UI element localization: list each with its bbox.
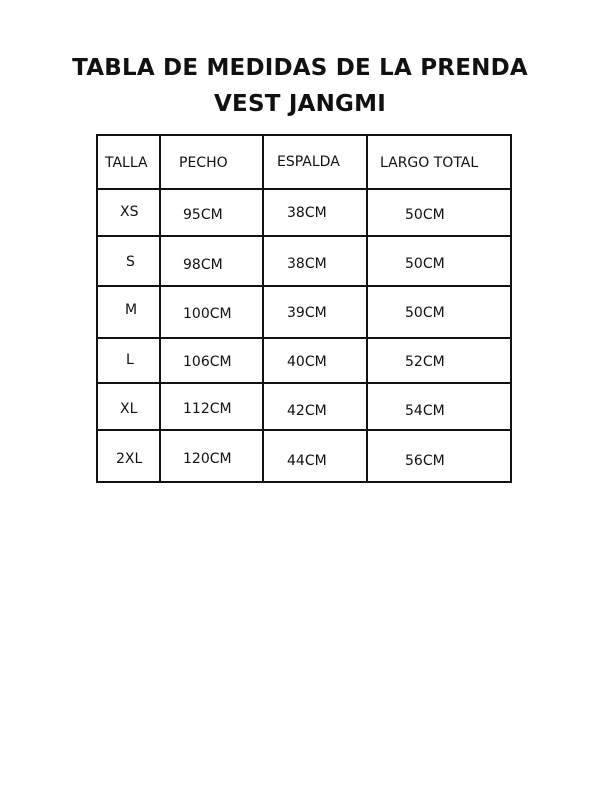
table-divider-horizontal xyxy=(98,382,510,384)
table-header: PECHO xyxy=(179,155,228,171)
table-cell: 39CM xyxy=(287,305,327,321)
table-cell: 100CM xyxy=(183,306,232,322)
table-cell: 38CM xyxy=(287,256,327,272)
table-divider-horizontal xyxy=(98,429,510,431)
table-cell: 54CM xyxy=(405,403,445,419)
table-cell: 95CM xyxy=(183,207,223,223)
table-cell: 42CM xyxy=(287,403,327,419)
table-cell: L xyxy=(126,352,134,368)
table-divider-horizontal xyxy=(98,188,510,190)
table-cell: 112CM xyxy=(183,401,232,417)
table-cell: 56CM xyxy=(405,453,445,469)
table-cell: XS xyxy=(120,204,139,220)
size-table xyxy=(96,134,512,483)
table-cell: M xyxy=(125,302,138,318)
table-cell: S xyxy=(126,254,135,270)
table-cell: 98CM xyxy=(183,257,223,273)
table-cell: 52CM xyxy=(405,354,445,370)
table-cell: 38CM xyxy=(287,205,327,221)
table-cell: 106CM xyxy=(183,354,232,370)
table-divider-horizontal xyxy=(98,337,510,339)
table-cell: 50CM xyxy=(405,256,445,272)
table-header: TALLA xyxy=(105,155,148,171)
page-title: TABLA DE MEDIDAS DE LA PRENDA xyxy=(72,55,528,81)
table-cell: 44CM xyxy=(287,453,327,469)
table-cell: 50CM xyxy=(405,305,445,321)
table-cell: XL xyxy=(120,401,138,417)
table-cell: 120CM xyxy=(183,451,232,467)
table-divider-horizontal xyxy=(98,285,510,287)
table-cell: 50CM xyxy=(405,207,445,223)
table-cell: 2XL xyxy=(116,451,143,467)
page-subtitle: VEST JANGMI xyxy=(214,91,386,117)
table-header: LARGO TOTAL xyxy=(380,155,479,171)
table-header: ESPALDA xyxy=(277,154,340,170)
table-cell: 40CM xyxy=(287,354,327,370)
table-divider-horizontal xyxy=(98,235,510,237)
